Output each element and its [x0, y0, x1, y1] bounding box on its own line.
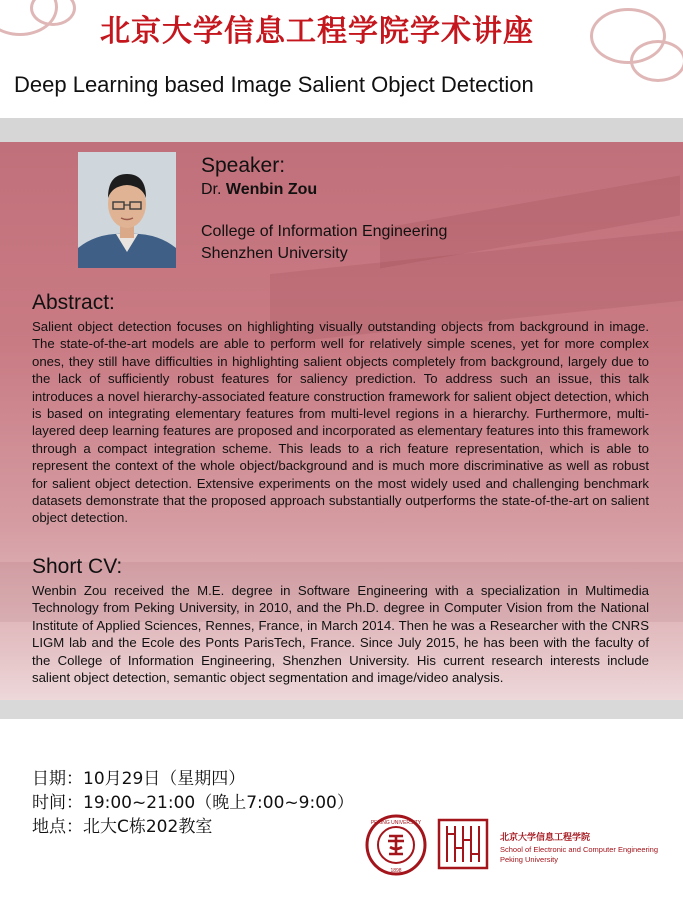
bottom-divider-band	[0, 700, 683, 719]
speaker-affiliation-college: College of Information Engineering	[201, 223, 448, 240]
speaker-heading: Speaker:	[201, 154, 286, 177]
school-name-cn: 北京大学信息工程学院	[500, 832, 591, 842]
speaker-affiliation-university: Shenzhen University	[201, 245, 348, 262]
event-date: 日期：10月29日（星期四）	[32, 769, 246, 789]
pku-ring-text: PEKING UNIVERSITY	[370, 820, 422, 826]
event-location: 地点：北大C栋202教室	[32, 817, 213, 837]
abstract-heading: Abstract:	[32, 291, 115, 314]
school-emblem	[437, 818, 489, 870]
school-university-en: Peking University	[500, 855, 558, 864]
top-divider-band	[0, 118, 683, 142]
cloud-decoration-right-small	[630, 40, 683, 82]
talk-title: Deep Learning based Image Salient Object Detection	[14, 72, 534, 97]
header-banner	[0, 0, 683, 62]
event-time: 时间：19:00~21:00（晚上7:00~9:00）	[32, 793, 354, 813]
pku-year: 1898	[390, 868, 402, 874]
speaker-prefix: Dr.	[201, 181, 222, 198]
speaker-name-text: Wenbin Zou	[225, 181, 318, 198]
cv-text: Wenbin Zou received the M.E. degree in Software Engineering with a specialization in Multimedia Technology from Peking University, in 2010, and the Ph.D. degree in Computer Vision from the National Institute of Applied Sciences, Rennes, France, in March 2014. Then he was a Researcher with the CNRS LIGM lab and the Ecole des Ponts ParisTech, France. Since July 2015, he has been with the faculty of the College of Information Engineering, Shenzhen University. His current research interests include salient object detection, semantic object segmentation and image/video analysis.	[32, 583, 649, 686]
speaker-photo	[78, 152, 176, 268]
cv-heading: Short CV:	[32, 555, 123, 578]
school-name-en: School of Electronic and Computer Engineering	[500, 845, 659, 854]
lecture-series-title: 北京大学信息工程学院学术讲座	[100, 14, 534, 49]
peking-university-logo	[365, 814, 427, 876]
abstract-text: Salient object detection focuses on highlighting visually outstanding objects from background in image. The state-of-the-art models are able to perform well for relatively simple scenes, yet for more complex ones, they still have difficulties in highlighting salient objects completely from background, largely due to the lack of sufficiently robust features for saliency prediction. To address such an issue, this talk introduces a novel hierarchy-associated feature construction framework for salient object detection, which is based on integrating elementary features from multi-level regions in a hierarchy. Furthermore, multi-layered deep learning features are proposed and incorporated as elementary features into this framework through a compact integration scheme. This leads to a rich feature representation, which is able to represent the context of the whole object/background and is much more discriminative as well as robust for salient object detection. Extensive experiments on the most widely used and challenging benchmark datasets demonstrate that the proposed approach substantially outperforms the state-of-the-art on salient object detection.	[32, 319, 649, 526]
school-name-block	[500, 830, 658, 865]
speaker-name	[201, 181, 317, 199]
